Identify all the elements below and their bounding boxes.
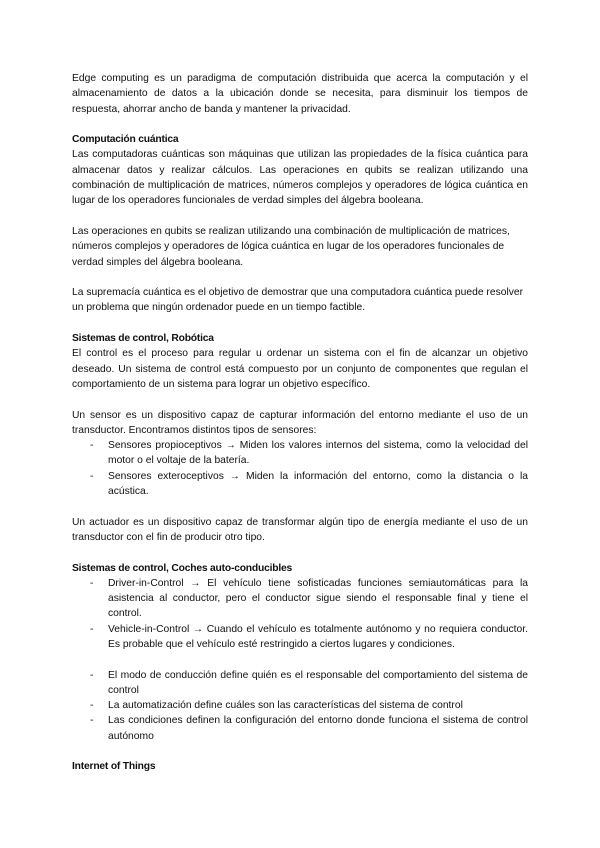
intro-paragraph: Edge computing es un paradigma de computación distribuida que acerca la computación y el almacenamiento de datos a la ubicación donde se necesita, para disminuir los tiempos de respuesta, ahorrar ancho de banda y mantener la privacidad. [72, 73, 528, 115]
bullet-dash: - [90, 669, 94, 681]
section-heading-cars: Sistemas de control, Coches auto-conducibles [72, 562, 293, 574]
section-heading-quantum: Computación cuántica [72, 134, 179, 146]
bullet-dash: - [90, 623, 94, 635]
bullet-dash: - [90, 700, 94, 712]
quantum-paragraph-1: Las computadoras cuánticas son máquinas que utilizan las propiedades de la física cuántica para almacenar datos y realizar cálculos. Las operaciones en qubits se realizan utilizando una combinación de multiplicación de matrices, números complejos y operadores de lógica cuántica en lugar de los operadores funcionales de verdad simples del álgebra booleana. [72, 149, 528, 207]
definitions-list [72, 668, 528, 744]
section-heading-iot: Internet of Things [72, 761, 156, 773]
bullet-dash: - [90, 470, 94, 482]
list-item: - Las condiciones definen la configuración del entorno donde funciona el sistema de control autónomo [90, 715, 528, 742]
control-mode-list [72, 576, 528, 652]
robotics-paragraph-3: Un actuador es un dispositivo capaz de transformar algún tipo de energía mediante el uso de un transductor con el fin de producir otro tipo. [72, 516, 528, 543]
robotics-paragraph-1: El control es el proceso para regular u ordenar un sistema con el fin de alcanzar un objetivo deseado. Un sistema de control está compuesto por un conjunto de componentes que regulan el comportamiento de un sistema para lograr un objetivo específico. [72, 348, 528, 390]
quantum-paragraph-3: La supremacía cuántica es el objetivo de demostrar que una computadora cuántica puede resolver un problema que ningún ordenador puede en un tiempo factible. [72, 287, 524, 314]
bullet-dash: - [90, 440, 94, 452]
sensor-list [72, 438, 528, 499]
robotics-paragraph-2: Un sensor es un dispositivo capaz de capturar información del entorno mediante el uso de un transductor. Encontramos distintos tipos de sensores: [72, 409, 528, 436]
list-item: - Sensores exteroceptivos → Miden la información del entorno, como la distancia o la acústica. [90, 470, 528, 498]
list-item: - El modo de conducción define quién es el responsable del comportamiento del sistema de control [90, 669, 528, 696]
bullet-dash: - [90, 715, 94, 727]
list-item: - Sensores propioceptivos → Miden los valores internos del sistema, como la velocidad del motor o el voltaje de la batería. [90, 440, 528, 467]
list-item: - Vehicle-in-Control → Cuando el vehículo es totalmente autónomo y no requiera conductor. Es probable que el vehículo esté restringido a ciertos lugares y condiciones. [90, 623, 528, 650]
list-item: - La automatización define cuáles son las características del sistema de control [72, 698, 528, 713]
document-body [72, 71, 528, 775]
quantum-paragraph-2: Las operaciones en qubits se realizan utilizando una combinación de multiplicación de matrices, números complejos y operadores de lógica cuántica en lugar de los operadores funcionales de verdad simples del álgebra booleana. [72, 225, 510, 268]
section-heading-robotics: Sistemas de control, Robótica [72, 333, 214, 345]
list-item: - Driver-in-Control → El vehículo tiene sofisticadas funciones semiautomáticas para la asistencia al conductor, pero el conductor sigue siendo el responsable final y tiene el control. [90, 577, 528, 620]
bullet-dash: - [90, 577, 94, 589]
